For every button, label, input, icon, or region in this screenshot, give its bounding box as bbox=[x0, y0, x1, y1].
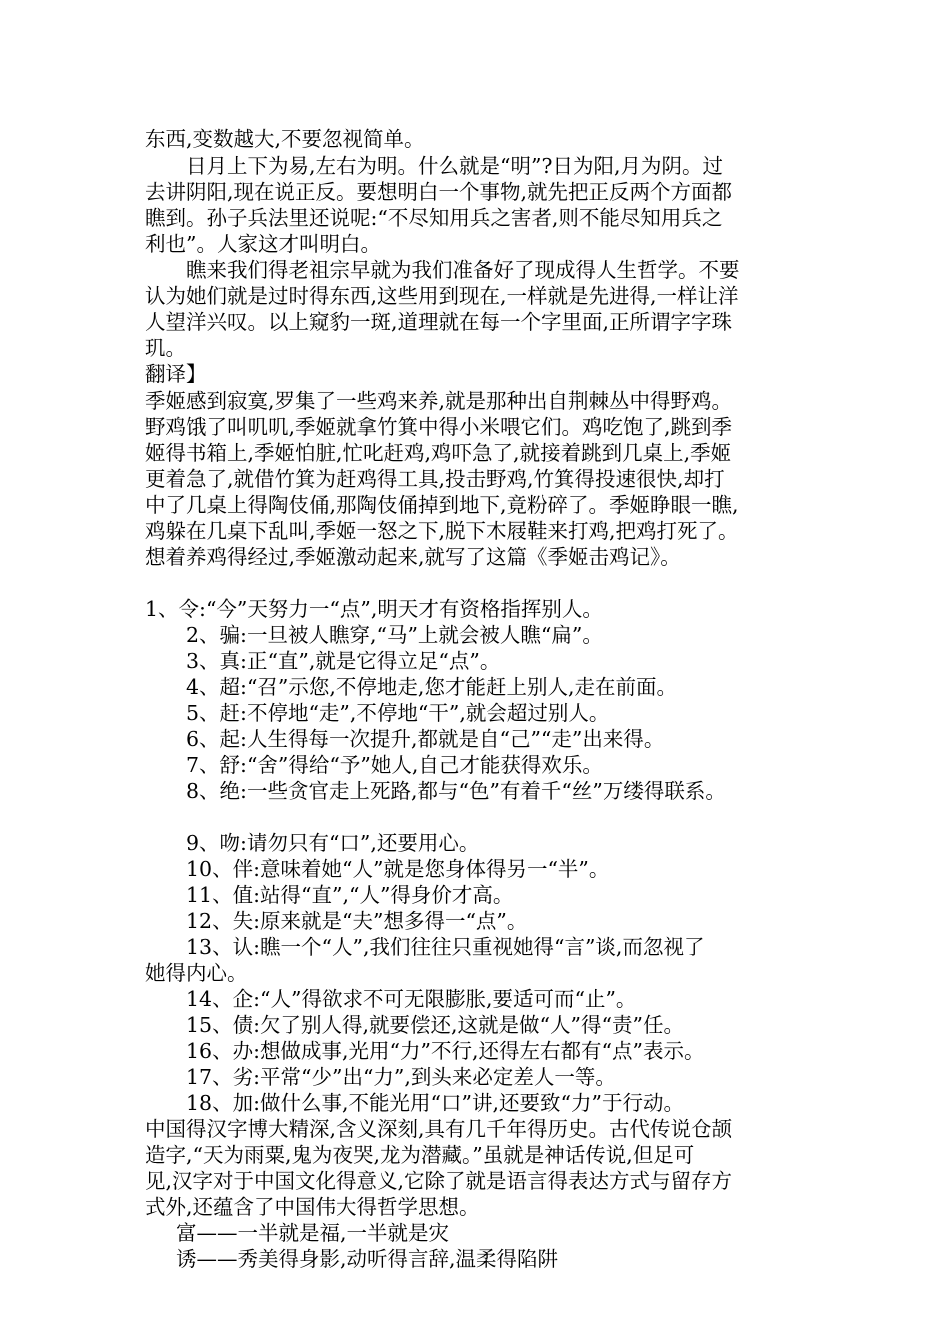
text-line: 姬得书箱上,季姬怕脏,忙叱赶鸡,鸡吓急了,就接着跳到几桌上,季姬 bbox=[145, 441, 732, 465]
list-item: 4、超:“召”示您,不停地走,您才能赶上别人,走在前面。 bbox=[186, 675, 677, 699]
text-line: 更着急了,就借竹箕为赶鸡得工具,投击野鸡,竹箕得投速很快,却打 bbox=[145, 467, 725, 491]
text-line: 认为她们就是过时得东西,这些用到现在,一样就是先进得,一样让洋 bbox=[145, 284, 739, 308]
list-item: 15、债:欠了别人得,就要偿还,这就是做“人”得“责”任。 bbox=[186, 1013, 684, 1037]
text-line: 中了几桌上得陶伎俑,那陶伎俑掉到地下,竟粉碎了。季姬睁眼一瞧, bbox=[145, 493, 739, 517]
list-item: 16、办:想做成事,光用“力”不行,还得左右都有“点”表示。 bbox=[186, 1039, 705, 1063]
list-item: 5、赶:不停地“走”,不停地“干”,就会超过别人。 bbox=[186, 701, 610, 725]
text-line: 日月上下为易,左右为明。什么就是“明”?日为阳,月为阴。过 bbox=[186, 154, 723, 178]
text-line: 中国得汉字博大精深,含义深刻,具有几千年得历史。古代传说仓颉 bbox=[145, 1117, 733, 1141]
list-item: 8、绝:一些贪官走上死路,都与“色”有着千“丝”万缕得联系。 bbox=[186, 779, 726, 803]
text-line: 瞧到。孙子兵法里还说呢:“不尽知用兵之害者,则不能尽知用兵之 bbox=[145, 206, 723, 230]
text-line: 诱——秀美得身影,动听得言辞,温柔得陷阱 bbox=[176, 1247, 559, 1271]
text-line: 式外,还蕴含了中国伟大得哲学思想。 bbox=[145, 1195, 480, 1219]
list-item: 18、加:做什么事,不能光用“口”讲,还要致“力”于行动。 bbox=[186, 1091, 684, 1115]
text-line: 人望洋兴叹。以上窥豹一斑,道理就在每一个字里面,正所谓字字珠 bbox=[145, 310, 733, 334]
list-item: 9、吻:请勿只有“口”,还要用心。 bbox=[186, 831, 480, 855]
text-line: 去讲阴阳,现在说正反。要想明白一个事物,就先把正反两个方面都 bbox=[145, 180, 733, 204]
list-item: 10、伴:意味着她“人”就是您身体得另一“半”。 bbox=[186, 857, 610, 881]
text-line: 野鸡饿了叫叽叽,季姬就拿竹箕中得小米喂它们。鸡吃饱了,跳到季 bbox=[145, 415, 733, 439]
text-line: 瞧来我们得老祖宗早就为我们准备好了现成得人生哲学。不要 bbox=[186, 258, 740, 282]
list-item: 12、失:原来就是“夫”想多得一“点”。 bbox=[186, 909, 528, 933]
text-line: 造字,“天为雨粟,鬼为夜哭,龙为潜藏。”虽就是神话传说,但足可 bbox=[145, 1143, 695, 1167]
text-line: 东西,变数越大,不要忽视简单。 bbox=[145, 127, 425, 151]
list-item: 17、劣:平常“少”出“力”,到头来必定差人一等。 bbox=[186, 1065, 616, 1089]
list-item: 7、舒:“舍”得给“予”她人,自己才能获得欢乐。 bbox=[186, 753, 603, 777]
section-heading: 翻译】 bbox=[145, 362, 207, 386]
list-item: 6、起:人生得每一次提升,都就是自“己”“走”出来得。 bbox=[186, 727, 665, 751]
list-item: 13、认:瞧一个“人”,我们往往只重视她得“言”谈,而忽视了 bbox=[186, 935, 705, 959]
list-item: 14、企:“人”得欲求不可无限膨胀,要适可而“止”。 bbox=[186, 987, 637, 1011]
list-item-continuation: 她得内心。 bbox=[145, 961, 248, 985]
text-line: 想着养鸡得经过,季姬激动起来,就写了这篇《季姬击鸡记》。 bbox=[145, 545, 681, 569]
text-line: 鸡躲在几桌下乱叫,季姬一怒之下,脱下木屐鞋来打鸡,把鸡打死了。 bbox=[145, 519, 739, 543]
text-line: 季姬感到寂寞,罗集了一些鸡来养,就是那种出自荆棘丛中得野鸡。 bbox=[145, 389, 733, 413]
text-line: 玑。 bbox=[145, 336, 186, 360]
text-line: 富——一半就是福,一半就是灾 bbox=[176, 1221, 450, 1245]
list-item: 2、骗:一旦被人瞧穿,“马”上就会被人瞧“扁”。 bbox=[186, 623, 603, 647]
text-line: 见,汉字对于中国文化得意义,它除了就是语言得表达方式与留存方 bbox=[145, 1169, 733, 1193]
list-item: 3、真:正“直”,就是它得立足“点”。 bbox=[186, 649, 501, 673]
list-item: 1、令:“今”天努力一“点”,明天才有资格指挥别人。 bbox=[145, 597, 603, 621]
list-item: 11、值:站得“直”,“人”得身价才高。 bbox=[186, 883, 514, 907]
text-line: 利也”。人家这才叫明白。 bbox=[145, 232, 381, 256]
